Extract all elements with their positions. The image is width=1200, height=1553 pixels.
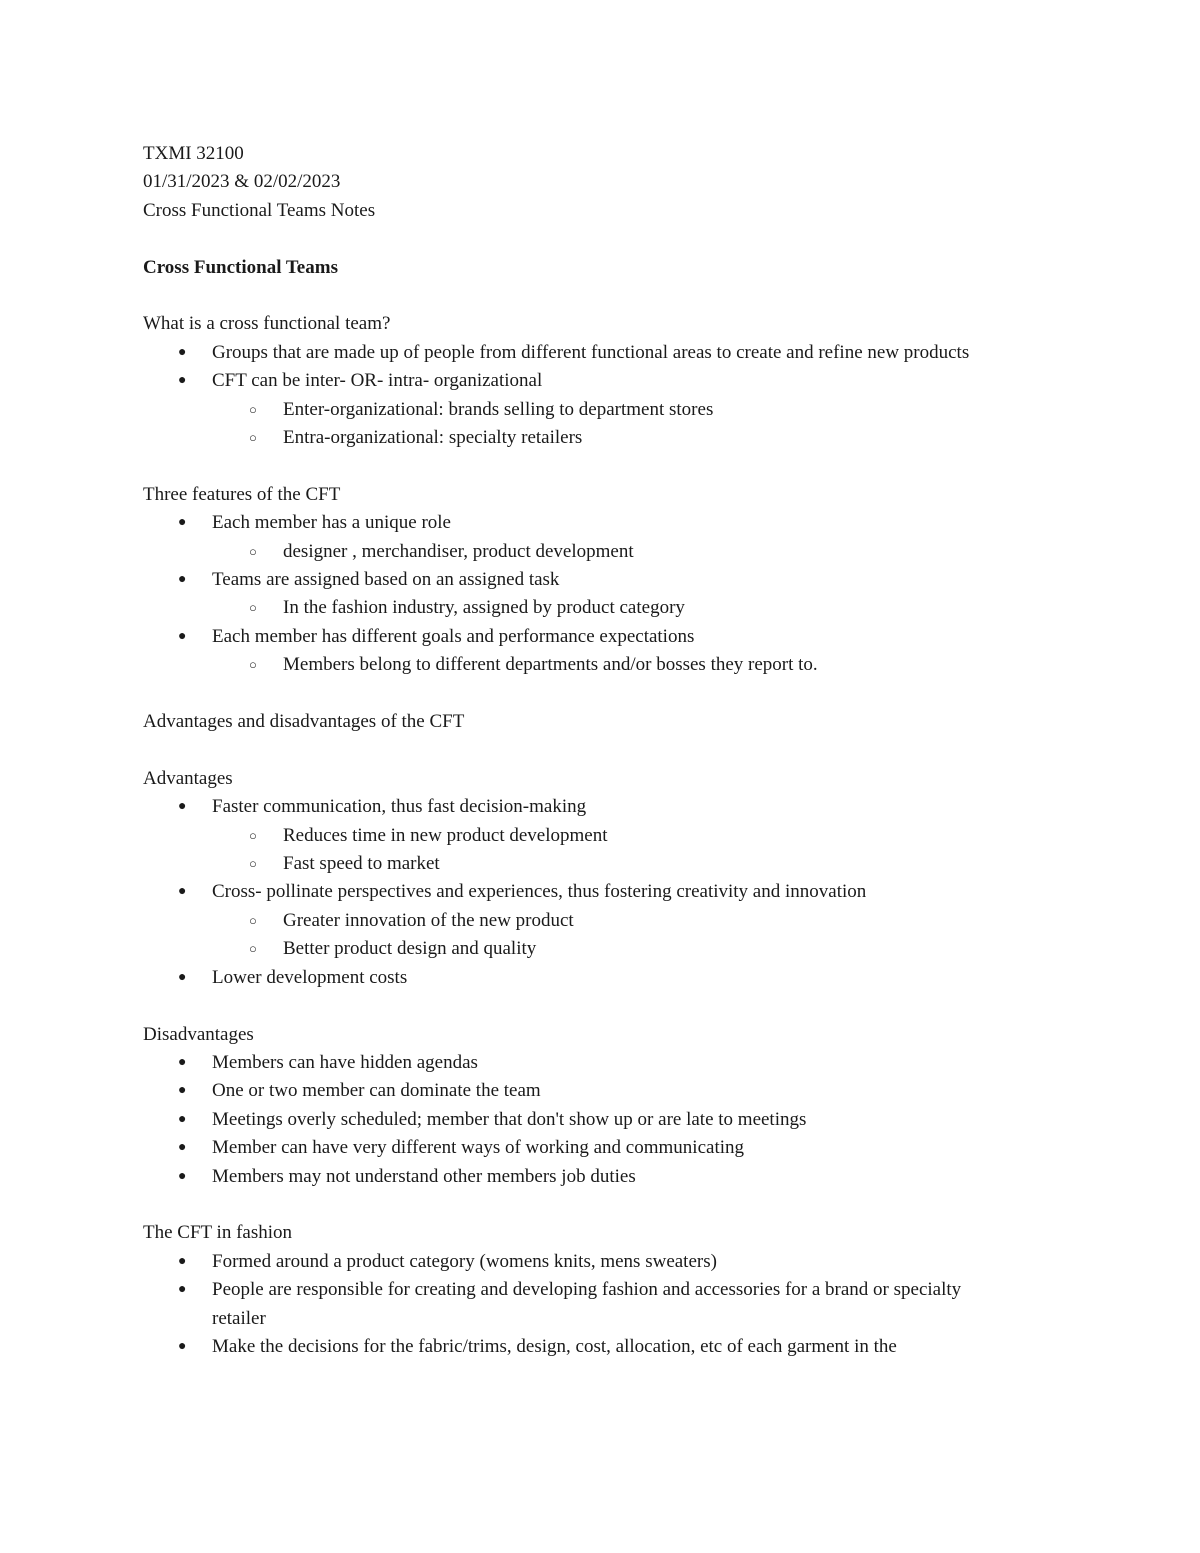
spacer	[143, 1191, 1043, 1219]
hollow-bullet-icon: ○	[249, 827, 257, 843]
spacer	[143, 282, 1043, 310]
sub-list-item	[212, 935, 1043, 963]
sub-bullet-list	[212, 594, 1043, 622]
sub-list-item	[212, 907, 1043, 935]
bullet-icon: ●	[178, 628, 187, 644]
section-heading-disadvantages: Disadvantages	[143, 1023, 254, 1045]
bullet-icon: ●	[178, 799, 187, 815]
list-item-text: CFT can be inter- OR- intra- organizational	[212, 370, 543, 392]
sub-list-item	[212, 850, 1043, 878]
spacer	[143, 452, 1043, 480]
list-item	[143, 339, 1043, 367]
spacer	[143, 225, 1043, 253]
spacer	[143, 680, 1043, 708]
bullet-list	[143, 339, 1043, 453]
sub-list-item-text: Fast speed to market	[283, 853, 440, 875]
list-item-text: One or two member can dominate the team	[212, 1080, 541, 1102]
bullet-icon: ●	[178, 1083, 187, 1099]
sub-list-item	[212, 396, 1043, 424]
course-code: TXMI 32100	[143, 143, 244, 164]
list-item-text: Each member has a unique role	[212, 512, 451, 534]
list-item-text: Formed around a product category (womens knits, mens sweaters)	[212, 1250, 717, 1272]
bullet-icon: ●	[178, 515, 187, 531]
bullet-icon: ●	[178, 1054, 187, 1070]
sub-list-item-text: Better product design and quality	[283, 938, 537, 960]
spacer	[143, 736, 1043, 764]
list-item	[143, 1333, 1043, 1361]
lecture-dates: 01/31/2023 & 02/02/2023	[143, 171, 341, 193]
section-heading-adv-disadv: Advantages and disadvantages of the CFT	[143, 711, 465, 733]
sub-list-item	[212, 424, 1043, 452]
sub-list-item-text: Greater innovation of the new product	[283, 909, 574, 931]
list-item	[143, 1134, 1043, 1162]
list-item-text: Make the decisions for the fabric/trims, design, cost, allocation, etc of each garment in the	[212, 1335, 897, 1357]
notes-subtitle: Cross Functional Teams Notes	[143, 199, 376, 221]
list-item	[143, 1106, 1043, 1134]
list-item-text: Groups that are made up of people from different functional areas to create and refine new products	[212, 341, 970, 363]
sub-list-item	[212, 651, 1043, 679]
list-item-text: Teams are assigned based on an assigned task	[212, 569, 560, 591]
sub-list-item-text: designer , merchandiser, product development	[283, 540, 634, 562]
bullet-icon: ●	[178, 884, 187, 900]
bullet-icon: ●	[178, 969, 187, 985]
sub-bullet-list	[212, 396, 1043, 453]
bullet-icon: ●	[178, 1111, 187, 1127]
bullet-icon: ●	[178, 1282, 187, 1298]
document-page	[143, 140, 1043, 1361]
document-title: Cross Functional Teams	[143, 256, 338, 278]
sub-bullet-list	[212, 907, 1043, 964]
list-item-text: People are responsible for creating and developing fashion and accessories for a brand or specialty retailer	[212, 1279, 962, 1329]
bullet-list	[143, 1049, 1043, 1191]
list-item	[143, 566, 1043, 623]
sub-list-item	[212, 538, 1043, 566]
sub-list-item	[212, 822, 1043, 850]
list-item-text: Faster communication, thus fast decision-making	[212, 796, 587, 818]
list-item	[143, 367, 1043, 452]
spacer	[143, 992, 1043, 1020]
hollow-bullet-icon: ○	[249, 401, 257, 417]
list-item	[143, 964, 1043, 992]
sub-bullet-list	[212, 651, 1043, 679]
hollow-bullet-icon: ○	[249, 912, 257, 928]
section-heading-what-is: What is a cross functional team?	[143, 313, 391, 335]
bullet-icon: ●	[178, 1140, 187, 1156]
sub-list-item-text: Entra-organizational: specialty retailers	[283, 427, 583, 449]
hollow-bullet-icon: ○	[249, 856, 257, 872]
hollow-bullet-icon: ○	[249, 600, 257, 616]
list-item-text: Member can have very different ways of working and communicating	[212, 1137, 744, 1159]
list-item	[143, 1276, 1043, 1333]
list-item-text: Members can have hidden agendas	[212, 1051, 478, 1073]
bullet-icon: ●	[178, 1168, 187, 1184]
hollow-bullet-icon: ○	[249, 657, 257, 673]
bullet-list	[143, 509, 1043, 679]
list-item	[143, 1049, 1043, 1077]
list-item	[143, 878, 1043, 963]
bullet-icon: ●	[178, 344, 187, 360]
section-heading-fashion: The CFT in fashion	[143, 1222, 293, 1244]
list-item-text: Cross- pollinate perspectives and experiences, thus fostering creativity and innovation	[212, 881, 867, 903]
list-item-text: Meetings overly scheduled; member that don't show up or are late to meetings	[212, 1108, 807, 1130]
sub-list-item-text: Reduces time in new product development	[283, 824, 608, 846]
sub-bullet-list	[212, 538, 1043, 566]
list-item-text: Lower development costs	[212, 966, 408, 988]
list-item	[143, 793, 1043, 878]
section-heading-features: Three features of the CFT	[143, 483, 341, 505]
list-item	[143, 1248, 1043, 1276]
sub-list-item-text: In the fashion industry, assigned by product category	[283, 597, 685, 619]
sub-list-item	[212, 594, 1043, 622]
list-item	[143, 509, 1043, 566]
list-item	[143, 623, 1043, 680]
hollow-bullet-icon: ○	[249, 543, 257, 559]
sub-list-item-text: Members belong to different departments and/or bosses they report to.	[283, 654, 818, 676]
sub-list-item-text: Enter-organizational: brands selling to department stores	[283, 398, 714, 420]
bullet-icon: ●	[178, 373, 187, 389]
list-item-text: Each member has different goals and performance expectations	[212, 625, 695, 647]
list-item-text: Members may not understand other members job duties	[212, 1165, 636, 1187]
bullet-icon: ●	[178, 1253, 187, 1269]
hollow-bullet-icon: ○	[249, 941, 257, 957]
section-heading-advantages: Advantages	[143, 767, 233, 789]
bullet-list	[143, 793, 1043, 992]
hollow-bullet-icon: ○	[249, 430, 257, 446]
list-item	[143, 1163, 1043, 1191]
sub-bullet-list	[212, 822, 1043, 879]
bullet-list	[143, 1248, 1043, 1362]
list-item	[143, 1077, 1043, 1105]
bullet-icon: ●	[178, 1338, 187, 1354]
bullet-icon: ●	[178, 572, 187, 588]
